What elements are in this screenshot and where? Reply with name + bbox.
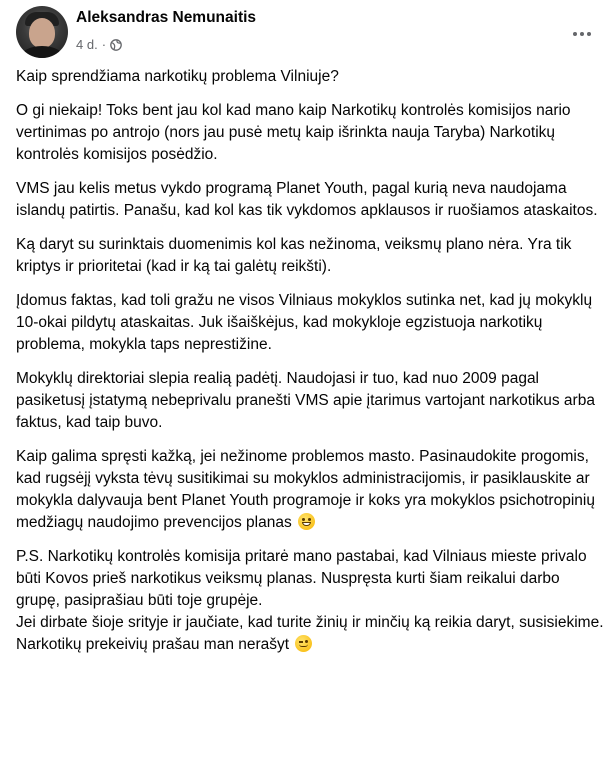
- post-header: [16, 6, 600, 62]
- post-paragraph-text: Kaip galima spręsti kažką, jei nežinome problemos masto. Pasinaudokite progomis, kad rugsėjį vyksta tėvų susitikimai su mokyklos administracijomis, ir pasiklauskite ar mokykla dalyvauja bent Planet Youth programoje ir koks yra mokyklos psichotropinių medžiagų naudojimo prevencijos planas: [16, 448, 595, 531]
- avatar-shirt: [20, 46, 64, 58]
- avatar-face: [29, 18, 55, 48]
- post-paragraph-with-emoji: [16, 446, 606, 534]
- ps-line-1: P.S. Narkotikų kontrolės komisija pritarė mano pastabai, kad Vilniaus mieste privalo būti Kovos prieš narkotikus veiksmų planas. Nuspręsta kurti šiam reikalui darbo grupę, pasiprašiau būti toje grupėje.: [16, 548, 587, 609]
- author-name[interactable]: Aleksandras Nemunaitis: [76, 9, 257, 26]
- ps-line-2: Jei dirbate šioje srityje ir jaučiate, kad turite žinių ir minčių ką reikia daryt, susisiekime. Narkotikų prekeivių prašau man nerašyt: [16, 614, 604, 653]
- meta-separator: ·: [101, 37, 107, 52]
- post-body: [16, 66, 606, 668]
- winking-face-emoji: [295, 635, 312, 652]
- globe-icon[interactable]: [110, 39, 122, 51]
- more-options-button[interactable]: [564, 16, 600, 52]
- post-time[interactable]: 4 d.: [76, 37, 98, 52]
- post-paragraph: Ką daryt su surinktais duomenimis kol kas nežinoma, veiksmų plano nėra. Yra tik kriptys ir prioritetai (kad ir ką tai galėtų reikšti).: [16, 236, 572, 275]
- post-paragraph: Įdomus faktas, kad toli gražu ne visos Vilniaus mokyklos sutinka net, kad jų mokyklų 10-okai pildytų ataskaitas. Juk išaiškėjus, kad mokykloje egzistuoja narkotikų problema, mokykla taps neprestižine.: [16, 292, 593, 353]
- more-horizontal-icon: [573, 32, 591, 36]
- post-meta: [76, 37, 122, 52]
- avatar[interactable]: [16, 6, 68, 58]
- post-ps-paragraph: [16, 546, 606, 656]
- post-paragraph: O gi niekaip! Toks bent jau kol kad mano kaip Narkotikų kontrolės komisijos nario vertinimas po antrojo (nors jau pusė metų kaip išrinkta nauja Taryba) Narkotikų kontrolės komisijos posėdžio.: [16, 102, 571, 163]
- post-paragraph: VMS jau kelis metus vykdo programą Planet Youth, pagal kurią neva naudojama islandų patirtis. Panašu, kad kol kas tik vykdomos apklausos ir ruošiamos ataskaitos.: [16, 180, 598, 219]
- post-paragraph: Mokyklų direktoriai slepia realią padėtį. Naudojasi ir tuo, kad nuo 2009 pagal pasiketusį įstatymą nebeprivalu pranešti VMS apie įtarimus vartojant narkotikus arba faktus, kad taip buvo.: [16, 370, 595, 431]
- grinning-face-emoji: [298, 513, 315, 530]
- post-paragraph: Kaip sprendžiama narkotikų problema Vilniuje?: [16, 68, 339, 85]
